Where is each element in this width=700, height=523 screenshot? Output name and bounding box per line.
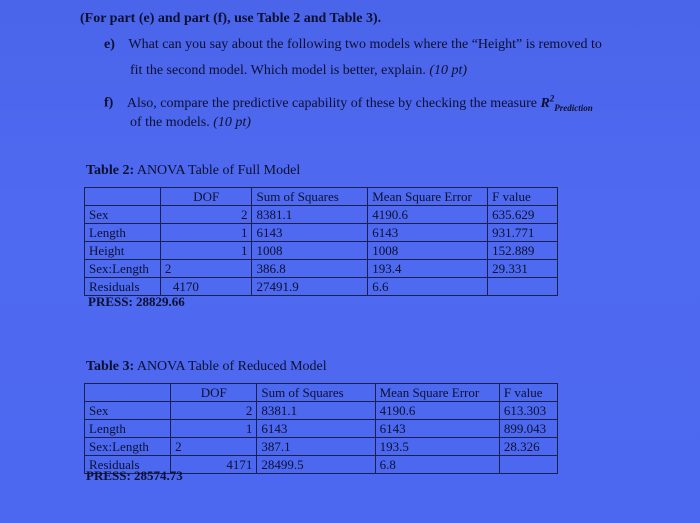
table3-header-term	[85, 384, 171, 402]
f-cell: 28.326	[499, 438, 557, 456]
table2-header-mse: Mean Square Error	[368, 188, 488, 206]
table-row	[85, 206, 558, 224]
table3-press: PRESS: 28574.73	[86, 468, 183, 483]
table-row	[85, 420, 558, 438]
question-e-points: (10 pt)	[429, 63, 468, 78]
dof-cell: 4171	[171, 456, 257, 474]
table2-anova-full-model	[84, 187, 558, 296]
question-f-text-2: of the models.	[130, 115, 210, 130]
table-row	[85, 402, 558, 420]
table-row	[85, 242, 558, 260]
dof-cell: 4170	[160, 278, 252, 296]
f-cell: 613.303	[499, 402, 557, 420]
question-e-line2	[130, 62, 467, 80]
ss-cell: 8381.1	[252, 206, 368, 224]
table-row	[85, 260, 558, 278]
f-cell: 29.331	[488, 260, 558, 278]
f-cell	[488, 278, 558, 296]
question-f-line1	[104, 89, 593, 116]
ss-cell: 28499.5	[257, 456, 375, 474]
question-f-points: (10 pt)	[213, 115, 251, 130]
question-e-line1	[104, 36, 602, 54]
table2-title: Table 2: ANOVA Table of Full Model	[86, 163, 301, 178]
dof-cell: 1	[160, 224, 252, 242]
table-row	[85, 224, 558, 242]
term-cell: Length	[85, 420, 171, 438]
table3-title: Table 3: ANOVA Table of Reduced Model	[86, 359, 327, 374]
term-cell: Sex:Length	[85, 260, 161, 278]
mse-cell: 4190.6	[368, 206, 488, 224]
mse-cell: 193.4	[368, 260, 488, 278]
table3-anova-reduced-model	[84, 383, 558, 474]
question-f-label: f)	[104, 95, 114, 111]
instructions-header: (For part (e) and part (f), use Table 2 and Table 3).	[80, 11, 382, 26]
table-row	[85, 278, 558, 296]
table2-header-sum-squares: Sum of Squares	[252, 188, 368, 206]
f-cell: 635.629	[488, 206, 558, 224]
mse-cell: 193.5	[375, 438, 499, 456]
dof-cell: 2	[171, 438, 257, 456]
mse-cell: 6.8	[375, 456, 499, 474]
ss-cell: 1008	[252, 242, 368, 260]
ss-cell: 6143	[252, 224, 368, 242]
question-e-label: e)	[104, 37, 115, 52]
question-f-line2	[130, 114, 251, 132]
ss-cell: 387.1	[257, 438, 375, 456]
dof-cell: 2	[160, 260, 252, 278]
table2-header-fvalue: F value	[488, 188, 558, 206]
f-cell: 152.889	[488, 242, 558, 260]
question-e-text-2: fit the second model. Which model is better, explain.	[130, 63, 426, 78]
ss-cell: 386.8	[252, 260, 368, 278]
ss-cell: 27491.9	[252, 278, 368, 296]
mse-cell: 6.6	[368, 278, 488, 296]
table3-header-fvalue: F value	[499, 384, 557, 402]
mse-cell: 1008	[368, 242, 488, 260]
dof-cell: 2	[171, 402, 257, 420]
table3-header-mse: Mean Square Error	[375, 384, 499, 402]
r2-prediction-measure: $R^2_{Prediction}$	[540, 93, 593, 113]
dof-cell: 1	[171, 420, 257, 438]
table2-header-dof: DOF	[160, 188, 252, 206]
question-e-text: What can you say about the following two models where the “Height” is removed to	[128, 37, 602, 52]
table3-header-dof: DOF	[171, 384, 257, 402]
term-cell: Length	[85, 224, 161, 242]
table2-press: PRESS: 28829.66	[88, 294, 185, 309]
mse-cell: 6143	[368, 224, 488, 242]
mse-cell: 4190.6	[375, 402, 499, 420]
ss-cell: 6143	[257, 420, 375, 438]
f-cell	[499, 456, 557, 474]
f-cell: 931.771	[488, 224, 558, 242]
term-cell: Sex	[85, 402, 171, 420]
ss-cell: 8381.1	[257, 402, 375, 420]
term-cell: Residuals	[85, 278, 161, 296]
term-cell: Sex	[85, 206, 161, 224]
term-cell: Residuals	[85, 456, 171, 474]
mse-cell: 6143	[375, 420, 499, 438]
table2-header-term	[85, 188, 161, 206]
dof-cell: 1	[160, 242, 252, 260]
table2-header-row	[85, 188, 558, 206]
dof-cell: 2	[160, 206, 252, 224]
table-row	[85, 438, 558, 456]
table3-header-row	[85, 384, 558, 402]
term-cell: Sex:Length	[85, 438, 171, 456]
table3-header-sum-squares: Sum of Squares	[257, 384, 375, 402]
question-f-text: Also, compare the predictive capability of these by checking the measure	[126, 95, 537, 111]
term-cell: Height	[85, 242, 161, 260]
f-cell: 899.043	[499, 420, 557, 438]
